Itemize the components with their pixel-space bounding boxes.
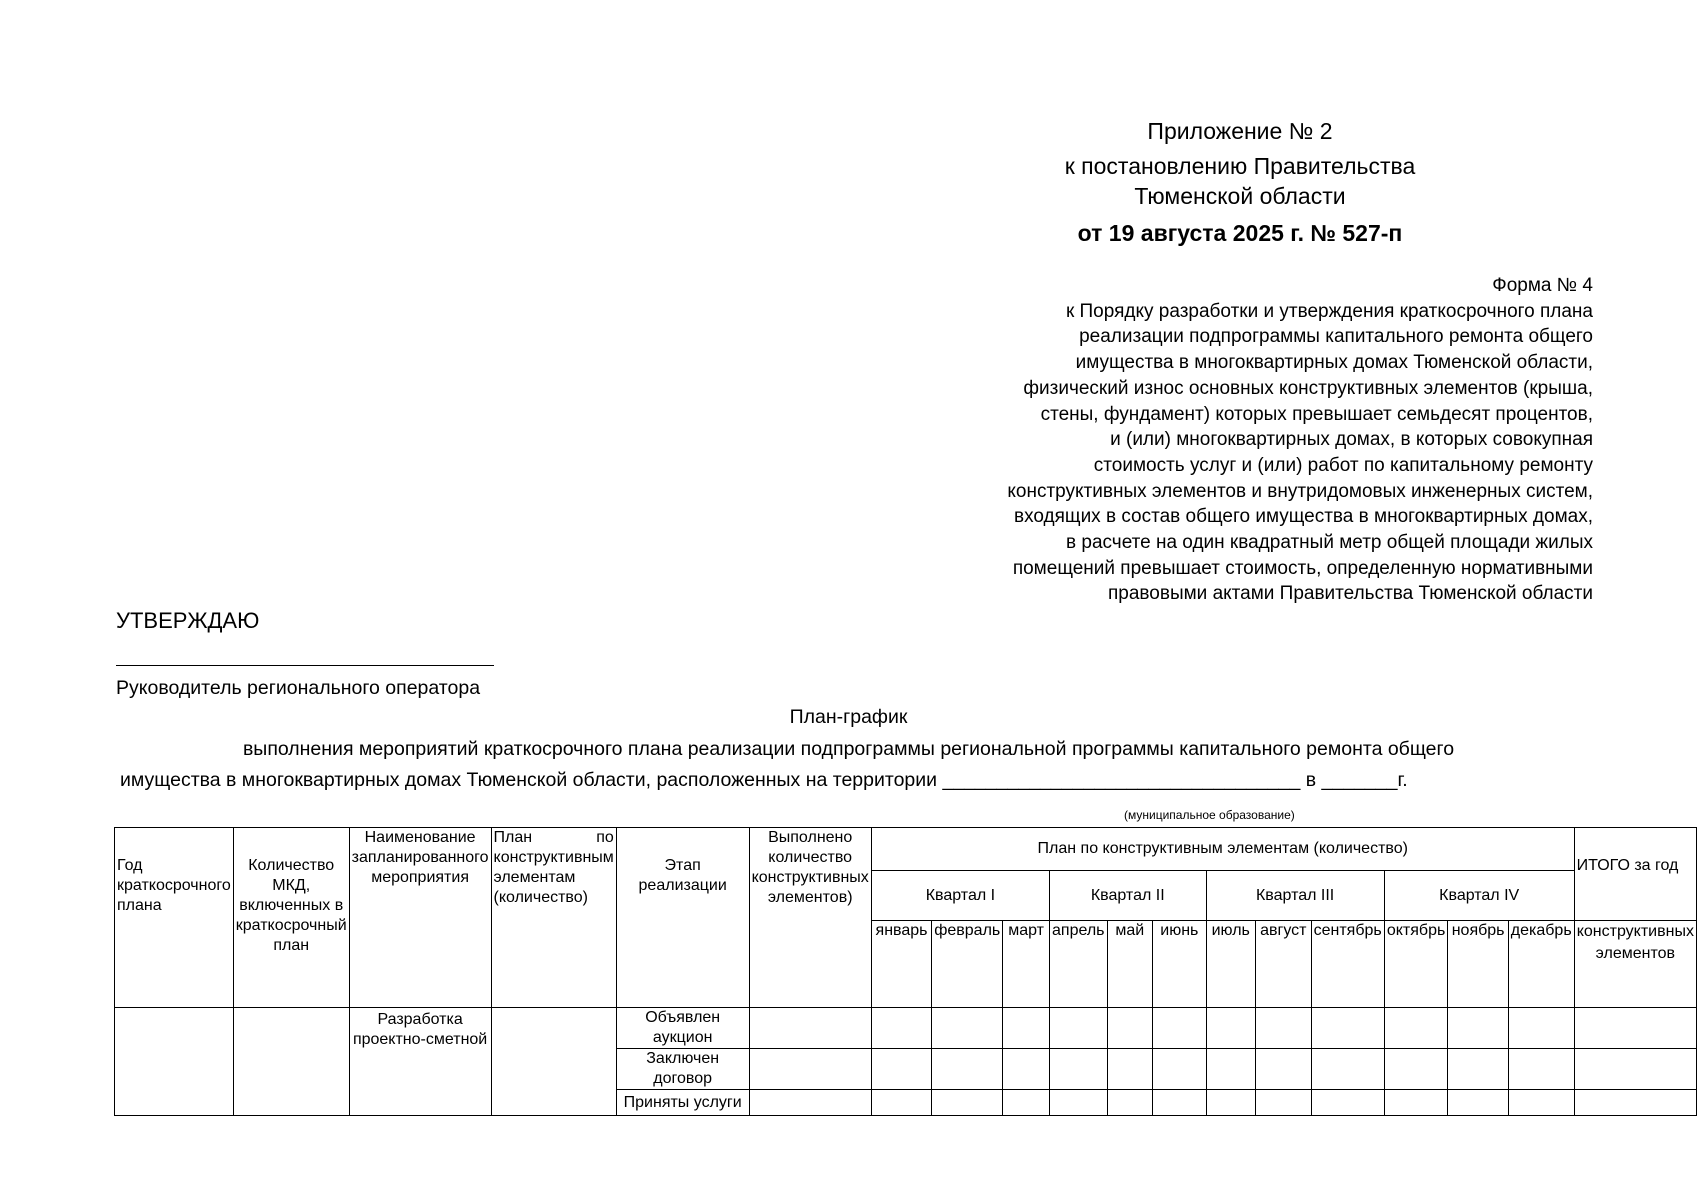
approval-label: УТВЕРЖДАЮ — [116, 608, 260, 633]
form-line: помещений превышает стоимость, определенную нормативными — [1012, 557, 1593, 579]
municipality-note: (муниципальное образование) — [1124, 808, 1295, 822]
schedule-table — [114, 827, 1697, 1116]
quarter-1: Квартал I — [871, 871, 1049, 921]
header-total-elements: конструктивных элементов — [1574, 921, 1696, 1008]
appendix-reference-line-1: к постановлению Правительства — [1064, 153, 1416, 179]
header-event-name: Наименование запланированного мероприятия — [349, 828, 491, 1008]
month-april: апрель — [1050, 921, 1108, 1008]
signature-line — [116, 665, 494, 666]
form-line: к Порядку разработки и утверждения краткосрочного плана — [1065, 300, 1593, 322]
cell-stage: Заключен договор — [616, 1049, 749, 1090]
month-august: август — [1256, 921, 1312, 1008]
header-mkd-count: Количество МКД, включенных в краткосрочный план — [233, 828, 349, 1008]
appendix-number: Приложение № 2 — [1147, 118, 1333, 144]
month-october: октябрь — [1384, 921, 1448, 1008]
quarter-4: Квартал IV — [1384, 871, 1574, 921]
month-june: июнь — [1153, 921, 1206, 1008]
form-line: и (или) многоквартирных домах, в которых совокупная — [1110, 429, 1593, 451]
header-stage: Этап реализации — [616, 828, 749, 1008]
table-row — [115, 1008, 1697, 1049]
header-done-elements: Выполнено количество конструктивных элементов) — [749, 828, 871, 1008]
form-line: реализации подпрограммы капитального ремонта общего — [1079, 326, 1593, 348]
approver-position: Руководитель регионального оператора — [116, 677, 481, 699]
appendix-reference — [960, 151, 1520, 211]
form-line: физический износ основных конструктивных элементов (крыша, — [1023, 377, 1593, 399]
month-february: февраль — [932, 921, 1003, 1008]
month-september: сентябрь — [1311, 921, 1384, 1008]
quarter-3: Квартал III — [1206, 871, 1384, 921]
plan-subtitle-line-2: имущества в многоквартирных домах Тюменской области, расположенных на территории _________________________________ в _______г. — [120, 769, 1408, 791]
header-year: Год краткосрочного плана — [115, 828, 234, 1008]
month-july: июль — [1206, 921, 1256, 1008]
month-march: март — [1003, 921, 1050, 1008]
quarter-2: Квартал II — [1050, 871, 1207, 921]
cell-event: Разработка проектно-сметной — [349, 1008, 491, 1116]
cell-stage: Объявлен аукцион — [616, 1008, 749, 1049]
month-november: ноябрь — [1448, 921, 1508, 1008]
plan-title: План-график — [789, 706, 908, 728]
month-may: май — [1107, 921, 1153, 1008]
form-line: в расчете на один квадратный метр общей площади жилых — [1066, 532, 1593, 554]
appendix-date: от 19 августа 2025 г. № 527-п — [1077, 220, 1403, 246]
appendix-reference-line-2: Тюменской области — [1134, 183, 1346, 209]
header-total-year: ИТОГО за год — [1574, 828, 1696, 921]
month-december: декабрь — [1508, 921, 1574, 1008]
form-line: конструктивных элементов и внутридомовых инженерных систем, — [1007, 480, 1593, 502]
header-plan-group: План по конструктивным элементам (количество) — [871, 828, 1574, 871]
form-number: Форма № 4 — [1492, 275, 1593, 296]
form-line: стоимость услуг и (или) работ по капитальному ремонту — [1093, 454, 1593, 476]
form-line: стены, фундамент) которых превышает семьдесят процентов, — [1040, 403, 1593, 425]
cell-year — [115, 1008, 234, 1116]
form-line: имущества в многоквартирных домах Тюменской области, — [1075, 352, 1593, 374]
cell-mkd-count — [233, 1008, 349, 1116]
form-line: правовыми актами Правительства Тюменской области — [1108, 583, 1593, 605]
form-description — [860, 273, 1593, 607]
month-january: январь — [871, 921, 931, 1008]
plan-subtitle-line-1: выполнения мероприятий краткосрочного плана реализации подпрограммы региональной программы капитального ремонта общего — [242, 738, 1455, 760]
cell-plan-elements — [491, 1008, 616, 1116]
header-plan-elements: План по конструктивным элементам (количество) — [491, 828, 616, 1008]
form-line: входящих в состав общего имущества в многоквартирных домах, — [1014, 506, 1593, 528]
cell-stage: Приняты услуги — [616, 1090, 749, 1116]
